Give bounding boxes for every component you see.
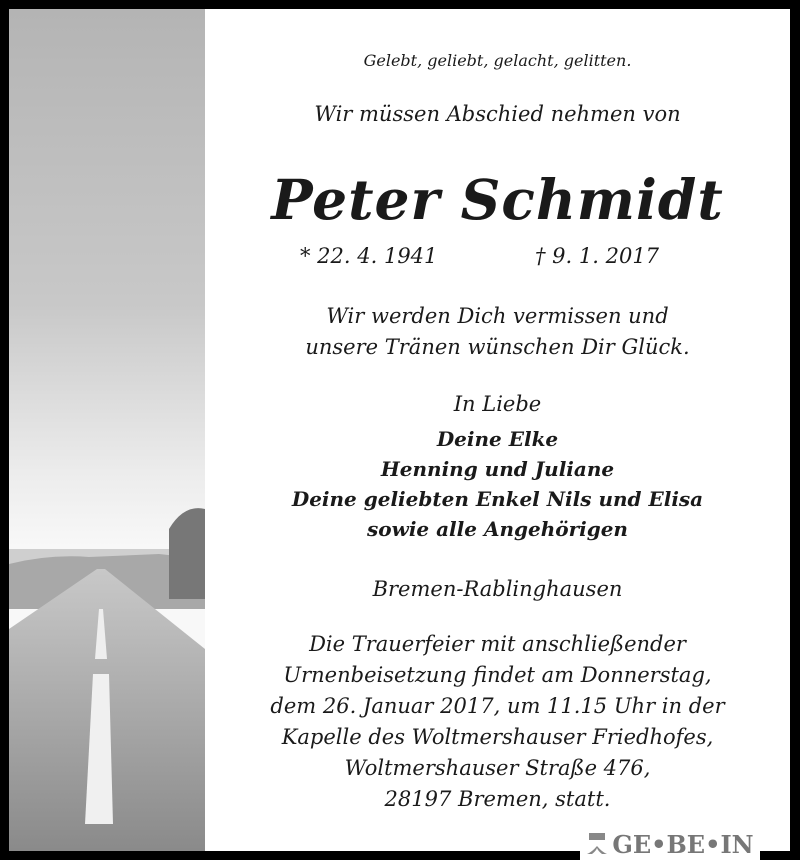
mourner: Deine geliebten Enkel Nils und Elisa — [291, 487, 704, 511]
mourner: Deine Elke — [436, 427, 559, 451]
service-line: Kapelle des Woltmershauser Friedhofes, — [281, 725, 714, 749]
road-photo — [9, 9, 205, 851]
death-date: † 9. 1. 2017 — [535, 244, 660, 268]
service-line: Urnenbeisetzung findet am Donnerstag, — [283, 663, 712, 687]
gebein-logo — [580, 828, 760, 860]
service-line: dem 26. Januar 2017, um 11.15 Uhr in der — [270, 694, 725, 718]
service-line: Die Trauerfeier mit anschließender — [309, 632, 686, 656]
verse-line: unsere Tränen wünschen Dir Glück. — [305, 335, 690, 359]
mourner: sowie alle Angehörigen — [367, 517, 628, 541]
service-line: Woltmershauser Straße 476, — [344, 756, 651, 780]
place: Bremen-Rablinghausen — [372, 577, 623, 601]
deceased-name: Peter Schmidt — [271, 167, 724, 232]
verse-line: Wir werden Dich vermissen und — [326, 304, 669, 328]
mourner: Henning und Juliane — [380, 457, 615, 481]
in-love: In Liebe — [453, 392, 542, 416]
gebein-logo-text: GE•BE•IN — [612, 829, 754, 859]
service-line: 28197 Bremen, statt. — [384, 787, 611, 811]
birth-date: * 22. 4. 1941 — [300, 244, 438, 268]
motto: Gelebt, geliebt, gelacht, gelitten. — [363, 51, 632, 70]
gebein-emblem-icon — [586, 832, 608, 856]
intro: Wir müssen Abschied nehmen von — [314, 102, 681, 126]
